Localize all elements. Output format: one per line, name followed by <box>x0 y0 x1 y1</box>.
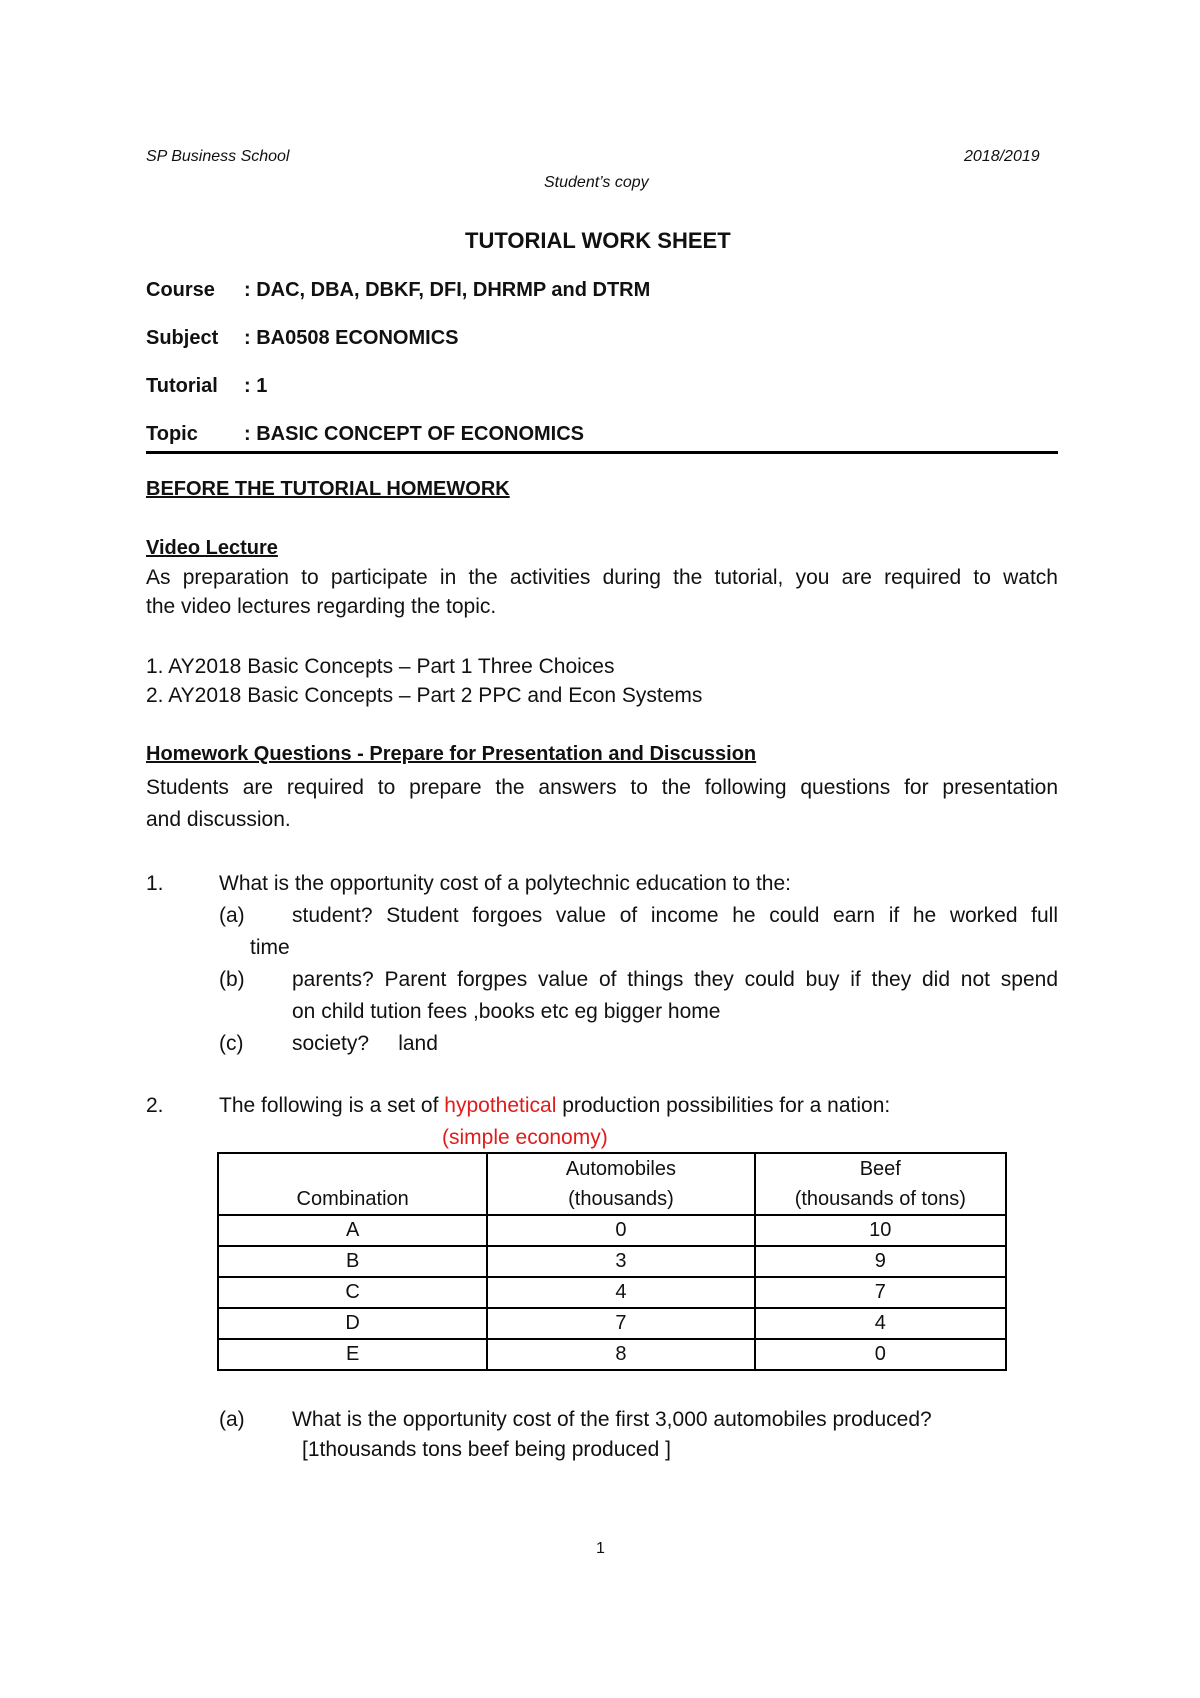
q2-number: 2. <box>146 1094 164 1117</box>
q2a-answer: [1thousands tons beef being produced ] <box>302 1438 671 1461</box>
q1a-label: (a) <box>219 904 245 927</box>
q2-note: (simple economy) <box>442 1126 608 1149</box>
production-possibilities-table <box>217 1152 1007 1371</box>
q2-text-pre: The following is a set of <box>219 1094 445 1117</box>
table-header-row <box>218 1153 1006 1215</box>
table-header-automobiles: Automobiles (thousands) <box>487 1153 754 1215</box>
header-divider <box>146 451 1058 454</box>
table-row <box>218 1215 1006 1246</box>
copy-label: Student’s copy <box>544 174 649 191</box>
q1b-label: (b) <box>219 968 245 991</box>
table-cell: 9 <box>755 1246 1006 1277</box>
table-cell: 8 <box>487 1339 754 1370</box>
video-item-1: 1. AY2018 Basic Concepts – Part 1 Three Choices <box>146 655 615 678</box>
homework-intro-line2: and discussion. <box>146 808 291 831</box>
table-header-beef: Beef (thousands of tons) <box>755 1153 1006 1215</box>
page-number: 1 <box>596 1540 605 1557</box>
table-cell: 7 <box>755 1277 1006 1308</box>
table-header-combination: Combination <box>218 1153 487 1215</box>
q1b-line1: parents? Parent forgpes value of things they could buy if they did not spend <box>292 968 1058 991</box>
table-cell: 0 <box>755 1339 1006 1370</box>
q2a-text: What is the opportunity cost of the first 3,000 automobiles produced? <box>292 1408 932 1431</box>
field-tutorial-label: Tutorial <box>146 375 218 397</box>
table-cell: 3 <box>487 1246 754 1277</box>
q1a-line1: student? Student forgoes value of income he could earn if he worked full <box>292 904 1058 927</box>
table-cell: A <box>218 1215 487 1246</box>
section-heading: BEFORE THE TUTORIAL HOMEWORK <box>146 478 510 500</box>
field-course-value: : DAC, DBA, DBKF, DFI, DHRMP and DTRM <box>244 279 651 301</box>
homework-intro-line1: Students are required to prepare the answers to the following questions for presentation <box>146 776 1058 799</box>
q1c-label: (c) <box>219 1032 244 1055</box>
video-lecture-heading: Video Lecture <box>146 537 278 559</box>
table-cell: E <box>218 1339 487 1370</box>
table-cell: 0 <box>487 1215 754 1246</box>
q2-text-highlight: hypothetical <box>444 1094 557 1117</box>
homework-heading: Homework Questions - Prepare for Presentation and Discussion <box>146 743 757 765</box>
page-title: TUTORIAL WORK SHEET <box>465 228 731 253</box>
q1c-text: society? land <box>292 1032 438 1055</box>
school-name: SP Business School <box>146 148 290 165</box>
table-cell: D <box>218 1308 487 1339</box>
q2-text-post: production possibilities for a nation: <box>556 1094 891 1117</box>
table-row <box>218 1277 1006 1308</box>
q1b-line2: on child tution fees ,books etc eg bigger home <box>292 1000 721 1023</box>
field-tutorial-value: : 1 <box>244 375 268 397</box>
field-course-label: Course <box>146 279 215 301</box>
video-intro-line1: As preparation to participate in the activities during the tutorial, you are required to watch <box>146 566 1058 589</box>
field-subject-label: Subject <box>146 327 219 349</box>
table-cell: 10 <box>755 1215 1006 1246</box>
q2-text <box>219 1094 890 1118</box>
table-row <box>218 1246 1006 1277</box>
table-cell: B <box>218 1246 487 1277</box>
q1-text: What is the opportunity cost of a polytechnic education to the: <box>219 872 792 895</box>
academic-year: 2018/2019 <box>964 148 1040 165</box>
table-cell: 4 <box>755 1308 1006 1339</box>
field-subject-value: : BA0508 ECONOMICS <box>244 327 459 349</box>
table-cell: 7 <box>487 1308 754 1339</box>
field-topic-label: Topic <box>146 423 198 445</box>
table-cell: C <box>218 1277 487 1308</box>
field-topic-value: : BASIC CONCEPT OF ECONOMICS <box>244 423 585 445</box>
video-intro-line2: the video lectures regarding the topic. <box>146 595 497 618</box>
q1-number: 1. <box>146 872 164 895</box>
video-item-2: 2. AY2018 Basic Concepts – Part 2 PPC and Econ Systems <box>146 684 703 707</box>
q1a-line2: time <box>250 936 290 959</box>
table-cell: 4 <box>487 1277 754 1308</box>
table-row <box>218 1308 1006 1339</box>
table-row <box>218 1339 1006 1370</box>
q2a-label: (a) <box>219 1408 245 1431</box>
